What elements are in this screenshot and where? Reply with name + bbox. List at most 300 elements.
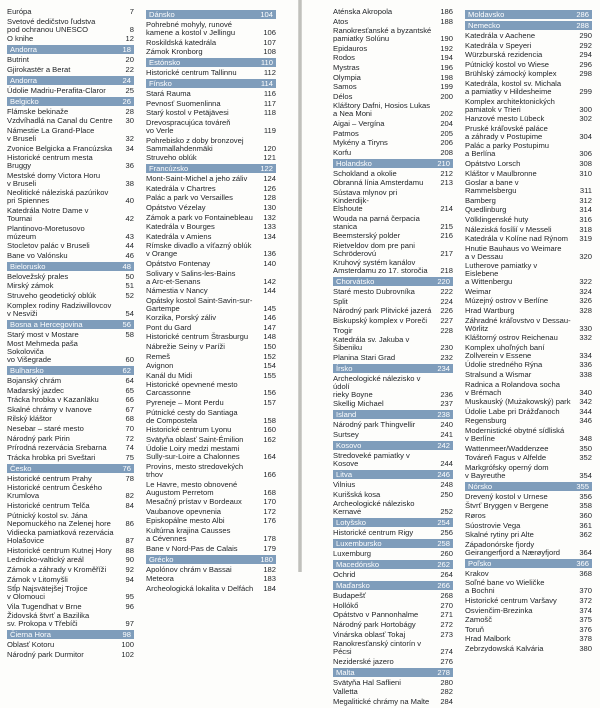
toc-entry bbox=[146, 463, 276, 479]
site-name: Kláštory Dafni, Hosios Lukas a Nea Moni bbox=[333, 101, 431, 119]
country-header bbox=[7, 97, 134, 106]
site-name: Gjirokastër a Berat bbox=[7, 64, 71, 74]
page-number: 220 bbox=[437, 277, 450, 287]
toc-entry bbox=[333, 679, 453, 687]
site-name: Bamberg bbox=[465, 195, 496, 205]
page-number: 374 bbox=[579, 605, 592, 615]
toc-entry bbox=[146, 481, 276, 497]
page-number: 312 bbox=[579, 195, 592, 205]
page-number: 236 bbox=[440, 389, 453, 399]
site-name: Pútnický kostol vo Wiese bbox=[465, 59, 549, 69]
site-name: Hnutie Bauhaus vo Weimare a v Dessau bbox=[465, 243, 562, 261]
page-number: 217 bbox=[440, 248, 453, 258]
country-header bbox=[146, 79, 276, 88]
toc-entry bbox=[333, 400, 453, 408]
country-name: Nórsko bbox=[468, 481, 493, 491]
toc-entry bbox=[465, 626, 592, 634]
page-number: 284 bbox=[440, 696, 453, 706]
site-name: Megalitické chrámy na Malte bbox=[333, 696, 430, 706]
toc-entry bbox=[465, 334, 592, 342]
toc-entry bbox=[333, 327, 453, 335]
site-name: Meteora bbox=[146, 574, 174, 584]
country-name: Holandsko bbox=[336, 158, 372, 168]
toc-entry bbox=[7, 612, 134, 628]
toc-entry bbox=[7, 576, 134, 584]
page-number: 278 bbox=[437, 667, 450, 677]
page-number: 132 bbox=[263, 212, 276, 222]
site-name: Údolie Labe pri Drážďanoch bbox=[465, 406, 560, 416]
site-name: Zamošč bbox=[465, 615, 493, 625]
toc-entry bbox=[7, 35, 134, 43]
site-name: Stará Rauma bbox=[146, 89, 191, 99]
toc-entry bbox=[7, 292, 134, 300]
site-name: Quedlinburg bbox=[465, 205, 507, 215]
toc-entry bbox=[146, 399, 276, 407]
site-name: Katedrála, kostol sv. Michala a pamiatky v Hildesheime bbox=[465, 78, 562, 96]
page-number: 100 bbox=[121, 640, 134, 650]
site-name: Katedrála v Amiens bbox=[146, 231, 212, 241]
toc-entry bbox=[146, 204, 276, 212]
page-number: 226 bbox=[440, 306, 453, 316]
site-name: Vinárska oblasť Tokaj bbox=[333, 629, 406, 639]
site-name: Archeologická lokalita v Delfách bbox=[146, 583, 254, 593]
page-number: 342 bbox=[579, 397, 592, 407]
site-name: Muskauský (Mużakowský) park bbox=[465, 397, 571, 407]
toc-entry bbox=[333, 64, 453, 72]
country-header bbox=[465, 559, 592, 568]
toc-entry bbox=[465, 502, 592, 510]
site-name: Historické opevnené mesto Carcassonne bbox=[146, 380, 238, 398]
page-number: 84 bbox=[125, 501, 134, 511]
site-name: Beemsterský polder bbox=[333, 231, 401, 241]
site-name: Stocletov palác v Bruseli bbox=[7, 241, 90, 251]
toc-entry bbox=[146, 566, 276, 574]
site-name: Historické centrum Tallinnu bbox=[146, 68, 237, 78]
site-name: Opátstvo v Pannonhalme bbox=[333, 610, 419, 620]
toc-entry bbox=[465, 179, 592, 195]
site-name: Surtsey bbox=[333, 430, 359, 440]
toc-entry bbox=[146, 223, 276, 231]
country-header bbox=[146, 10, 276, 19]
toc-entry bbox=[465, 344, 592, 360]
toc-entry bbox=[7, 331, 134, 339]
toc-entry bbox=[333, 27, 453, 43]
page-number: 176 bbox=[263, 516, 276, 526]
page-number: 256 bbox=[440, 528, 453, 538]
page-number: 82 bbox=[125, 491, 134, 501]
toc-entry bbox=[465, 317, 592, 333]
page-number: 114 bbox=[260, 79, 273, 89]
site-name: Opátstvo Fontenay bbox=[146, 258, 211, 268]
toc-entry bbox=[465, 61, 592, 69]
site-name: Nábrežie Seiny v Paríži bbox=[146, 342, 225, 352]
site-name: Komplex architektonických pamiatok v Trieri bbox=[465, 96, 555, 114]
country-name: Estónsko bbox=[149, 58, 181, 68]
page-number: 304 bbox=[579, 131, 592, 141]
page-number: 292 bbox=[579, 40, 592, 50]
page-number: 364 bbox=[579, 547, 592, 557]
country-name: Andorra bbox=[10, 75, 38, 85]
site-name: Radnica a Rolandova socha v Brémach bbox=[465, 379, 560, 397]
toc-entry bbox=[7, 484, 134, 500]
page-number: 183 bbox=[263, 574, 276, 584]
page-number: 68 bbox=[125, 414, 134, 424]
toc-entry bbox=[146, 39, 276, 47]
page-number: 112 bbox=[263, 68, 276, 78]
toc-entry bbox=[333, 8, 453, 16]
page-number: 294 bbox=[579, 50, 592, 60]
page-number: 116 bbox=[263, 89, 276, 99]
site-name: Toruň bbox=[465, 624, 484, 634]
site-name: Soľné bane vo Wieličke a Bochni bbox=[465, 578, 545, 596]
toc-entry bbox=[465, 206, 592, 214]
toc-entry bbox=[146, 287, 276, 295]
site-name: Trogir bbox=[333, 325, 353, 335]
toc-entry bbox=[333, 698, 453, 706]
page-number: 62 bbox=[122, 366, 131, 376]
page-number: 190 bbox=[440, 34, 453, 44]
country-name: Maďarsko bbox=[336, 581, 370, 591]
toc-entry bbox=[465, 42, 592, 50]
toc-entry bbox=[465, 245, 592, 261]
site-name: Aténska Akropola bbox=[333, 7, 393, 16]
toc-entry bbox=[465, 226, 592, 234]
page-number: 244 bbox=[440, 459, 453, 469]
toc-entry bbox=[146, 297, 276, 313]
page-number: 344 bbox=[579, 406, 592, 416]
page-number: 228 bbox=[440, 325, 453, 335]
toc-entry bbox=[333, 139, 453, 147]
site-name: Národný park Thingvellir bbox=[333, 420, 416, 430]
page-number: 20 bbox=[125, 55, 134, 65]
toc-entry bbox=[146, 185, 276, 193]
toc-entry bbox=[146, 194, 276, 202]
page-number: 70 bbox=[125, 424, 134, 434]
site-name: Zvonice Belgicka a Francúzska bbox=[7, 143, 113, 153]
site-name: Historické centrum Českého Krumlova bbox=[7, 483, 102, 501]
site-name: Neolitické náleziská pazúrikov pri Spiennes bbox=[7, 188, 109, 206]
country-header bbox=[465, 21, 592, 30]
toc-entry bbox=[146, 527, 276, 543]
toc-entry bbox=[7, 172, 134, 188]
toc-entry bbox=[465, 445, 592, 453]
page-number: 232 bbox=[440, 352, 453, 362]
site-name: Solivary v Salins-les-Bains a Arc-et-Senans bbox=[146, 268, 236, 286]
country-header bbox=[333, 277, 453, 286]
site-name: Weimar bbox=[465, 286, 492, 296]
country-header bbox=[333, 560, 453, 569]
toc-entry bbox=[465, 607, 592, 615]
site-name: Náleziská fosílií v Messeli bbox=[465, 224, 552, 234]
site-name: Stralsund a Wismar bbox=[465, 370, 532, 380]
site-name: Budapešť bbox=[333, 591, 366, 601]
toc-entry bbox=[146, 137, 276, 153]
site-name: Svätyňa Hal Saflieni bbox=[333, 677, 401, 687]
site-name: O knihe bbox=[7, 34, 34, 44]
toc-entry bbox=[333, 130, 453, 138]
country-header bbox=[7, 45, 134, 54]
toc-entry bbox=[333, 336, 453, 352]
toc-entry bbox=[7, 585, 134, 601]
country-name: Grécko bbox=[149, 554, 174, 564]
page-number: 152 bbox=[263, 351, 276, 361]
page-number: 121 bbox=[263, 153, 276, 163]
site-name: Komplex rodiny Radziwillovcov v Nesviži bbox=[7, 300, 112, 318]
page-number: 213 bbox=[440, 178, 453, 188]
toc-entry bbox=[333, 18, 453, 26]
page-number: 157 bbox=[263, 398, 276, 408]
page-number: 156 bbox=[263, 388, 276, 398]
page-number: 376 bbox=[579, 624, 592, 634]
page-number: 94 bbox=[125, 574, 134, 584]
toc-entry bbox=[146, 314, 276, 322]
toc-entry bbox=[146, 362, 276, 370]
site-name: Wattenmeer/Waddenzee bbox=[465, 443, 549, 453]
toc-entry bbox=[465, 80, 592, 96]
page-number: 22 bbox=[125, 64, 134, 74]
page-number: 192 bbox=[440, 43, 453, 53]
page-number: 36 bbox=[125, 161, 134, 171]
site-name: Split bbox=[333, 296, 348, 306]
site-name: Krakov bbox=[465, 568, 489, 578]
page-number: 32 bbox=[125, 133, 134, 143]
country-header bbox=[7, 630, 134, 639]
site-name: Zámok a park vo Fontainebleau bbox=[146, 212, 253, 222]
site-name: Údolie Madriu-Perafita-Claror bbox=[7, 85, 106, 95]
toc-entry bbox=[7, 273, 134, 281]
toc-entry bbox=[146, 517, 276, 525]
page-number: 206 bbox=[440, 138, 453, 148]
page-number: 126 bbox=[263, 183, 276, 193]
country-header bbox=[333, 518, 453, 527]
page-number: 75 bbox=[125, 452, 134, 462]
page-number: 147 bbox=[263, 322, 276, 332]
toc-entry bbox=[333, 288, 453, 296]
country-header bbox=[7, 464, 134, 473]
site-name: Goslar a bane v Rammelsbergu bbox=[465, 178, 519, 196]
page-number: 258 bbox=[437, 539, 450, 549]
page-number: 276 bbox=[440, 656, 453, 666]
site-name: Biskupský komplex v Poreči bbox=[333, 316, 428, 326]
site-name: Korzika, Porský záliv bbox=[146, 313, 217, 323]
column-2 bbox=[146, 8, 276, 594]
toc-entry bbox=[465, 235, 592, 243]
site-name: Stredoveké pamiatky v Kosove bbox=[333, 451, 410, 469]
country-header bbox=[333, 581, 453, 590]
toc-entry bbox=[146, 324, 276, 332]
toc-entry bbox=[7, 444, 134, 452]
page-number: 180 bbox=[260, 554, 273, 564]
site-name: Regensburg bbox=[465, 416, 507, 426]
toc-entry bbox=[7, 566, 134, 574]
site-name: Národný park Hortobágy bbox=[333, 620, 416, 629]
page-number: 52 bbox=[125, 290, 134, 300]
toc-entry bbox=[146, 69, 276, 77]
toc-entry bbox=[146, 445, 276, 461]
toc-entry bbox=[146, 409, 276, 425]
page-number: 104 bbox=[260, 10, 273, 19]
site-name: Historické centrum Kutnej Hory bbox=[7, 545, 112, 555]
site-name: Lednicko-valtický areál bbox=[7, 555, 84, 565]
page-number: 90 bbox=[125, 555, 134, 565]
site-name: Palác a parky Postupimu a Berlína bbox=[465, 141, 549, 159]
toc-entry bbox=[146, 48, 276, 56]
page-number: 133 bbox=[263, 222, 276, 232]
page-number: 234 bbox=[437, 363, 450, 373]
toc-entry bbox=[333, 215, 453, 231]
toc-entry bbox=[7, 56, 134, 64]
country-name: Macedónsko bbox=[336, 560, 380, 570]
site-name: Kurišská kosa bbox=[333, 489, 381, 499]
page-number: 250 bbox=[440, 489, 453, 499]
site-name: Nesebar – staré mesto bbox=[7, 424, 84, 434]
page-number: 346 bbox=[579, 416, 592, 426]
toc-entry bbox=[7, 207, 134, 223]
toc-entry bbox=[146, 343, 276, 351]
page-number: 212 bbox=[440, 168, 453, 178]
page-number: 43 bbox=[125, 231, 134, 241]
page-number: 26 bbox=[122, 96, 131, 106]
page-number: 50 bbox=[125, 271, 134, 281]
toc-entry bbox=[333, 491, 453, 499]
toc-entry bbox=[7, 117, 134, 125]
site-name: Schokland a okolie bbox=[333, 168, 397, 178]
page-number: 179 bbox=[263, 543, 276, 553]
toc-entry bbox=[333, 298, 453, 306]
page-number: 124 bbox=[263, 174, 276, 184]
page-number: 348 bbox=[579, 434, 592, 443]
toc-entry bbox=[7, 8, 134, 16]
page-number: 40 bbox=[125, 196, 134, 206]
site-name: Neziderské jazero bbox=[333, 656, 394, 666]
page-number: 319 bbox=[579, 234, 592, 244]
country-name: Belgicko bbox=[10, 96, 39, 106]
page-number: 354 bbox=[579, 470, 592, 480]
site-name: Ranokresťanské a byzantské pamiatky Solúnu bbox=[333, 26, 432, 44]
page-number: 128 bbox=[263, 193, 276, 203]
toc-entry bbox=[146, 214, 276, 222]
site-name: Délos bbox=[333, 91, 353, 101]
site-name: Pevnosť Suomenlinna bbox=[146, 98, 221, 108]
toc-entry bbox=[146, 154, 276, 162]
site-name: Údolie Loiry medzi mestami Sully-sur-Loire a Chalonnes bbox=[146, 444, 240, 462]
toc-entry bbox=[7, 377, 134, 385]
page-number: 299 bbox=[579, 86, 592, 96]
page-number: 28 bbox=[125, 106, 134, 116]
page-number: 280 bbox=[440, 677, 453, 687]
toc-entry bbox=[7, 435, 134, 443]
page-number: 328 bbox=[579, 306, 592, 316]
toc-entry bbox=[7, 556, 134, 564]
toc-entry bbox=[146, 242, 276, 258]
page-number: 110 bbox=[260, 58, 273, 68]
site-name: Mystras bbox=[333, 62, 360, 72]
toc-entry bbox=[146, 21, 276, 37]
site-name: Sústava mlynov pri Kinderdijk- Elshoute bbox=[333, 187, 398, 213]
toc-entry bbox=[7, 252, 134, 260]
toc-entry bbox=[7, 340, 134, 364]
country-name: Francúzsko bbox=[149, 164, 189, 174]
site-name: Valletta bbox=[333, 687, 358, 697]
country-name: Poľsko bbox=[468, 558, 492, 568]
site-name: Osvienčim-Brezinka bbox=[465, 605, 533, 615]
site-name: Skellig Michael bbox=[333, 399, 384, 409]
page-number: 66 bbox=[125, 395, 134, 405]
page-number: 186 bbox=[440, 7, 453, 16]
site-name: Opátstvo Lorsch bbox=[465, 158, 521, 168]
site-name: Údolie stredného Rýna bbox=[465, 360, 543, 370]
site-name: Štvrť Bryggen v Bergene bbox=[465, 501, 549, 511]
site-name: Stĺp Najsvätejšej Trojice v Olomouci bbox=[7, 584, 88, 602]
site-name: Archeologické nálezisko v údolí rieky Boyne bbox=[333, 373, 421, 399]
site-name: Židovská štvrť a Bazilika sv. Prokopa v Třebíči bbox=[7, 611, 90, 629]
toc-entry bbox=[146, 260, 276, 268]
page-number: 238 bbox=[437, 410, 450, 420]
page-number: 119 bbox=[263, 125, 276, 135]
site-name: Historické centrum Prahy bbox=[7, 473, 92, 483]
page-number: 241 bbox=[440, 430, 453, 440]
page-number: 142 bbox=[263, 276, 276, 286]
page-number: 107 bbox=[263, 37, 276, 47]
site-name: Mont-Saint-Michel a jeho záliv bbox=[146, 174, 248, 184]
toc-entry bbox=[7, 425, 134, 433]
toc-entry bbox=[7, 282, 134, 290]
page-number: 56 bbox=[122, 319, 131, 329]
country-name: Bosna a Hercegovina bbox=[10, 319, 83, 329]
page-number: 78 bbox=[125, 473, 134, 483]
country-header bbox=[333, 410, 453, 419]
site-name: Olympia bbox=[333, 72, 361, 82]
page-number: 298 bbox=[579, 69, 592, 79]
toc-entry bbox=[146, 353, 276, 361]
site-name: Le Havre, mesto obnovené Augustom Perretom bbox=[146, 479, 238, 497]
page-number: 130 bbox=[263, 202, 276, 212]
page-number: 334 bbox=[579, 350, 592, 360]
site-name: Madarský jazdec bbox=[7, 385, 64, 395]
page-fold bbox=[298, 0, 302, 572]
country-header bbox=[333, 159, 453, 168]
site-name: Komplex uhoľných baní Zollverein v Essene bbox=[465, 342, 545, 360]
column-4 bbox=[465, 8, 592, 655]
toc-entry bbox=[7, 302, 134, 318]
column-3 bbox=[333, 8, 453, 708]
toc-entry bbox=[7, 502, 134, 510]
toc-entry bbox=[146, 381, 276, 397]
page-number: 273 bbox=[440, 629, 453, 639]
toc-entry bbox=[146, 270, 276, 286]
site-name: Staré mesto Dubrovníka bbox=[333, 287, 415, 297]
site-name: Avignon bbox=[146, 361, 174, 371]
site-name: Európa bbox=[7, 7, 32, 16]
page-number: 355 bbox=[576, 481, 589, 491]
page-number: 210 bbox=[437, 158, 450, 168]
toc-entry bbox=[7, 475, 134, 483]
site-name: Katedrála sv. Jakuba v Šibeniku bbox=[333, 335, 410, 353]
page-number: 216 bbox=[440, 231, 453, 241]
page-number: 74 bbox=[125, 443, 134, 453]
page-number: 215 bbox=[440, 221, 453, 231]
toc-entry bbox=[7, 454, 134, 462]
page-number: 322 bbox=[579, 277, 592, 287]
site-name: Zámok v Litomyšli bbox=[7, 574, 68, 584]
toc-entry bbox=[7, 651, 134, 659]
country-header bbox=[146, 555, 276, 564]
site-name: Kruhový systém kanálov Amsterdamu zo 17. storočia bbox=[333, 258, 428, 276]
page-number: 380 bbox=[579, 643, 592, 653]
site-name: Kultúrna krajina Causses a Cévennes bbox=[146, 525, 231, 543]
page-number: 314 bbox=[579, 205, 592, 215]
page-number: 34 bbox=[125, 143, 134, 153]
